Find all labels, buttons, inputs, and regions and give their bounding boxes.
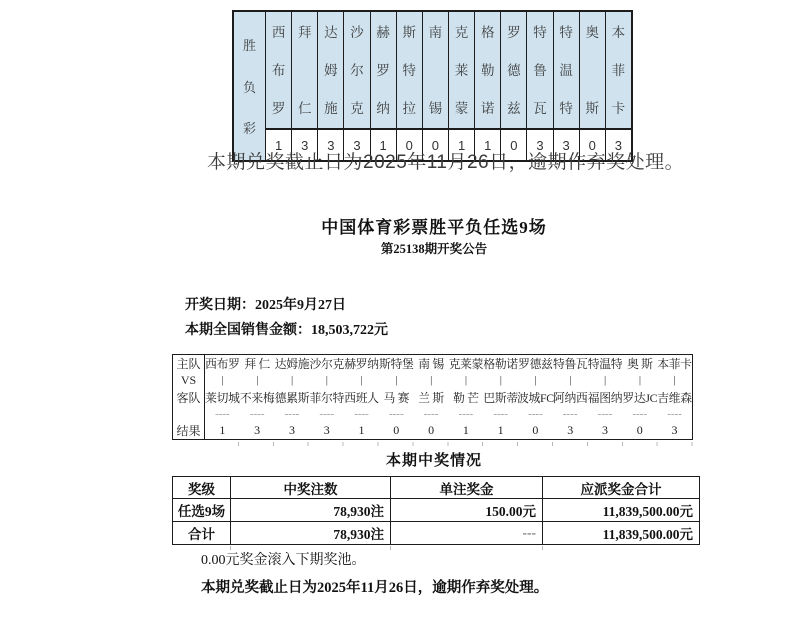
team-name-char: 拉 bbox=[402, 101, 417, 116]
team-name-char: 卡 bbox=[611, 101, 626, 116]
score-dash: ---- bbox=[562, 408, 578, 420]
team-name-char: 沙 bbox=[350, 25, 364, 40]
team-result: 1 bbox=[475, 130, 500, 160]
team-name-char: 罗 bbox=[507, 25, 521, 40]
match-column bbox=[240, 355, 275, 439]
team-name-char: 鲁 bbox=[533, 63, 547, 78]
team-column bbox=[317, 12, 343, 160]
away-team: 勒 芒 bbox=[453, 390, 479, 405]
away-team: 菲尔特 bbox=[309, 390, 344, 405]
team-name-char: 斯 bbox=[585, 101, 599, 116]
prize-table bbox=[172, 476, 700, 545]
home-team: 南 锡 bbox=[418, 357, 444, 371]
team-name-vertical bbox=[554, 12, 579, 130]
prize-single: --- bbox=[391, 522, 543, 545]
prize-col-header: 中奖注数 bbox=[231, 477, 391, 499]
home-team: 奥 斯 bbox=[626, 357, 653, 371]
team-result: 0 bbox=[397, 130, 422, 160]
prize-row bbox=[173, 499, 700, 522]
score-dash: ---- bbox=[667, 408, 682, 420]
rollover-note: 0.00元奖金滚入下期奖池。 bbox=[201, 553, 366, 568]
match-result: 3 bbox=[254, 423, 261, 438]
team-result: 1 bbox=[266, 130, 291, 160]
sales-amount: 本期全国销售金额：18,503,722元 bbox=[185, 323, 388, 338]
team-name-char: 勒 bbox=[480, 63, 495, 78]
home-team: 赫罗纳 bbox=[344, 357, 379, 371]
team-column bbox=[500, 12, 526, 160]
prize-col-header: 应派奖金合计 bbox=[543, 477, 700, 499]
team-name-vertical bbox=[344, 12, 369, 130]
team-column bbox=[579, 12, 605, 160]
team-name-char: 莱 bbox=[454, 63, 469, 78]
away-team: 阿纳西 bbox=[552, 390, 588, 405]
team-name-char: 南 bbox=[428, 25, 443, 40]
home-team: 格勒诺 bbox=[483, 357, 518, 371]
team-name-char: 罗 bbox=[271, 101, 286, 116]
prize-total: 11,839,500.00元 bbox=[543, 522, 700, 545]
team-name-char: 拜 bbox=[297, 25, 312, 40]
match-result: 3 bbox=[671, 423, 678, 438]
team-name-char: 布 bbox=[271, 63, 286, 78]
vs-mark: | bbox=[638, 374, 641, 387]
vs-mark: | bbox=[604, 374, 606, 387]
away-team: 罗达JC bbox=[622, 390, 658, 405]
vs-mark: | bbox=[673, 374, 676, 387]
team-name-char: 罗 bbox=[376, 63, 390, 78]
home-team: 斯特堡 bbox=[379, 357, 414, 371]
score-dash: ---- bbox=[597, 408, 613, 420]
away-team: 兰 斯 bbox=[418, 390, 444, 405]
team-name-vertical bbox=[318, 12, 343, 130]
team-result: 0 bbox=[580, 130, 605, 160]
team-name-vertical bbox=[580, 12, 605, 130]
vs-row-label: VS bbox=[180, 372, 197, 387]
team-result: 3 bbox=[527, 130, 552, 160]
match-column bbox=[309, 355, 344, 439]
team-column bbox=[605, 12, 631, 160]
prize-count: 78,930注 bbox=[231, 499, 391, 522]
away-team: 不来梅 bbox=[239, 390, 275, 405]
team-name-vertical bbox=[397, 12, 422, 130]
team-name-vertical bbox=[475, 12, 500, 130]
team-name-char: 特 bbox=[402, 63, 417, 78]
vs-mark: | bbox=[360, 374, 363, 387]
team-name-char: 克 bbox=[350, 101, 364, 116]
team-name-char: 仁 bbox=[297, 101, 312, 116]
team-name-vertical bbox=[606, 12, 631, 130]
team-name-char: 尔 bbox=[350, 63, 364, 78]
team-name-char: 姆 bbox=[324, 63, 338, 78]
score-dash: ---- bbox=[423, 408, 439, 420]
match-table-bottom-ticks bbox=[204, 442, 693, 446]
prize-single: 150.00元 bbox=[391, 499, 543, 522]
team-name-char: 温 bbox=[559, 63, 573, 78]
match-result: 0 bbox=[636, 423, 643, 438]
team-name-vertical bbox=[423, 12, 448, 130]
away-team: 巴斯蒂 bbox=[483, 390, 518, 405]
team-name-char: 瓦 bbox=[533, 101, 547, 116]
away-team: 德累斯 bbox=[274, 390, 310, 405]
redeem-deadline-bottom: 本期兑奖截止日为2025年11月26日，逾期作弃奖处理。 bbox=[201, 580, 549, 596]
vs-mark: | bbox=[464, 374, 467, 387]
team-result: 3 bbox=[344, 130, 369, 160]
team-name-vertical bbox=[449, 12, 474, 130]
team-name-vertical bbox=[266, 12, 291, 130]
sfc-team-columns bbox=[265, 12, 631, 160]
home-team: 拜 仁 bbox=[244, 357, 270, 371]
score-dash: ---- bbox=[388, 408, 404, 420]
team-name-char: 特 bbox=[559, 25, 573, 40]
team-result: 0 bbox=[501, 130, 526, 160]
match-columns bbox=[205, 355, 692, 439]
away-team: 吉维森 bbox=[657, 390, 692, 405]
team-column bbox=[553, 12, 579, 160]
home-team: 达姆施 bbox=[274, 357, 310, 371]
match-column bbox=[657, 355, 692, 439]
team-name-char: 兹 bbox=[507, 101, 521, 116]
team-column bbox=[396, 12, 422, 160]
match-result: 1 bbox=[462, 423, 469, 438]
team-name-char: 特 bbox=[533, 25, 547, 40]
score-dash: ---- bbox=[284, 408, 300, 420]
corner-char: 胜 bbox=[242, 37, 256, 53]
draw-date: 开奖日期：2025年9月27日 bbox=[185, 298, 346, 313]
vs-mark: | bbox=[291, 374, 293, 387]
team-name-char: 锡 bbox=[428, 101, 443, 116]
team-column bbox=[422, 12, 448, 160]
match-column bbox=[588, 355, 623, 439]
home-row-label: 主队 bbox=[176, 357, 201, 371]
match-result: 3 bbox=[288, 423, 295, 438]
team-name-char: 克 bbox=[454, 25, 469, 40]
team-name-char: 赫 bbox=[376, 25, 390, 40]
result-row-label: 结果 bbox=[176, 424, 201, 438]
corner-char: 彩 bbox=[242, 121, 256, 137]
team-column bbox=[526, 12, 552, 160]
prize-total: 11,839,500.00元 bbox=[543, 499, 700, 522]
team-column bbox=[265, 12, 291, 160]
corner-char: 负 bbox=[242, 79, 256, 95]
team-column bbox=[370, 12, 396, 160]
team-result: 1 bbox=[449, 130, 474, 160]
match-column bbox=[205, 355, 240, 439]
team-name-char: 诺 bbox=[480, 101, 495, 116]
vs-mark: | bbox=[430, 374, 433, 387]
match-result: 3 bbox=[601, 423, 608, 438]
score-dash: ---- bbox=[458, 408, 474, 420]
sfc-corner-cell bbox=[234, 12, 265, 160]
team-name-char: 达 bbox=[324, 25, 338, 40]
away-team: 西班人 bbox=[344, 390, 379, 405]
match-result: 1 bbox=[358, 423, 365, 438]
team-name-char: 特 bbox=[559, 101, 573, 116]
team-name-vertical bbox=[371, 12, 396, 130]
team-column bbox=[291, 12, 317, 160]
home-team: 特温特 bbox=[587, 357, 623, 371]
match-column bbox=[344, 355, 379, 439]
match-result: 0 bbox=[532, 423, 539, 438]
team-name-char: 蒙 bbox=[454, 101, 469, 116]
team-name-char: 施 bbox=[324, 101, 338, 116]
prize-level: 任选9场 bbox=[173, 499, 231, 522]
prize-count: 78,930注 bbox=[231, 522, 391, 545]
home-team: 特鲁瓦 bbox=[552, 357, 588, 371]
team-name-char: 纳 bbox=[376, 101, 390, 116]
home-team: 本菲卡 bbox=[657, 357, 692, 371]
vs-mark: | bbox=[256, 374, 259, 387]
vs-mark: | bbox=[325, 374, 328, 387]
match-results-table bbox=[172, 354, 693, 440]
team-name-vertical bbox=[527, 12, 552, 130]
team-result: 1 bbox=[371, 130, 396, 160]
score-dash: ---- bbox=[493, 408, 508, 420]
team-name-char: 斯 bbox=[402, 25, 417, 40]
spacer-row-label bbox=[173, 406, 204, 423]
score-dash: ---- bbox=[528, 408, 543, 420]
team-name-char: 菲 bbox=[611, 63, 626, 78]
team-result: 3 bbox=[606, 130, 631, 160]
team-column bbox=[343, 12, 369, 160]
vs-mark: | bbox=[499, 374, 502, 387]
match-row-labels bbox=[173, 355, 205, 439]
vs-mark: | bbox=[221, 374, 224, 387]
prize-table-header-row bbox=[173, 477, 700, 499]
match-result: 0 bbox=[393, 423, 400, 438]
score-dash: ---- bbox=[354, 408, 369, 420]
match-column bbox=[553, 355, 588, 439]
match-column bbox=[414, 355, 449, 439]
prize-section-title: 本期中奖情况 bbox=[385, 453, 482, 469]
home-team: 沙尔克 bbox=[309, 357, 344, 371]
vs-mark: | bbox=[569, 374, 572, 387]
team-name-char: 格 bbox=[480, 25, 495, 40]
score-dash: ---- bbox=[249, 408, 265, 420]
team-name-char: 奥 bbox=[585, 25, 599, 40]
team-name-char: 西 bbox=[271, 25, 286, 40]
team-result: 0 bbox=[423, 130, 448, 160]
home-team: 罗德兹 bbox=[518, 357, 553, 371]
match-column bbox=[622, 355, 657, 439]
match-column bbox=[448, 355, 483, 439]
away-row-label: 客队 bbox=[176, 390, 201, 405]
team-name-vertical bbox=[501, 12, 526, 130]
vs-mark: | bbox=[534, 374, 537, 387]
home-team: 西布罗 bbox=[205, 357, 240, 371]
score-dash: ---- bbox=[632, 408, 648, 420]
team-column bbox=[448, 12, 474, 160]
match-column bbox=[483, 355, 518, 439]
announcement-title: 中国体育彩票胜平负任选9场 bbox=[321, 218, 547, 237]
prize-level: 合计 bbox=[173, 522, 231, 545]
team-column bbox=[474, 12, 500, 160]
match-column bbox=[518, 355, 553, 439]
match-result: 0 bbox=[428, 423, 435, 438]
team-name-vertical bbox=[292, 12, 317, 130]
sfc-results-table bbox=[232, 10, 633, 162]
match-result: 1 bbox=[497, 423, 504, 438]
match-result: 1 bbox=[219, 423, 226, 438]
match-result: 3 bbox=[323, 423, 330, 438]
announcement-subtitle: 第25138期开奖公告 bbox=[380, 242, 488, 256]
team-result: 3 bbox=[292, 130, 317, 160]
prize-col-header: 单注奖金 bbox=[391, 477, 543, 499]
away-team: 马 赛 bbox=[383, 390, 410, 405]
prize-row bbox=[173, 522, 700, 545]
team-result: 3 bbox=[554, 130, 579, 160]
team-result: 3 bbox=[318, 130, 343, 160]
redeem-deadline-top: 本期兑奖截止日为2025年11月26日，逾期作弃奖处理。 bbox=[207, 152, 685, 173]
home-team: 克莱蒙 bbox=[448, 357, 484, 371]
match-column bbox=[275, 355, 310, 439]
match-result: 3 bbox=[567, 423, 574, 438]
team-name-char: 本 bbox=[611, 25, 626, 40]
vs-mark: | bbox=[395, 374, 398, 387]
team-name-char: 德 bbox=[507, 63, 521, 78]
away-team: 福图纳 bbox=[587, 390, 623, 405]
match-column bbox=[379, 355, 414, 439]
score-dash: ---- bbox=[215, 408, 230, 420]
away-team: 莱切城 bbox=[205, 390, 240, 405]
score-dash: ---- bbox=[319, 408, 335, 420]
away-team: 波城FC bbox=[517, 390, 554, 405]
prize-col-header: 奖级 bbox=[173, 477, 231, 499]
